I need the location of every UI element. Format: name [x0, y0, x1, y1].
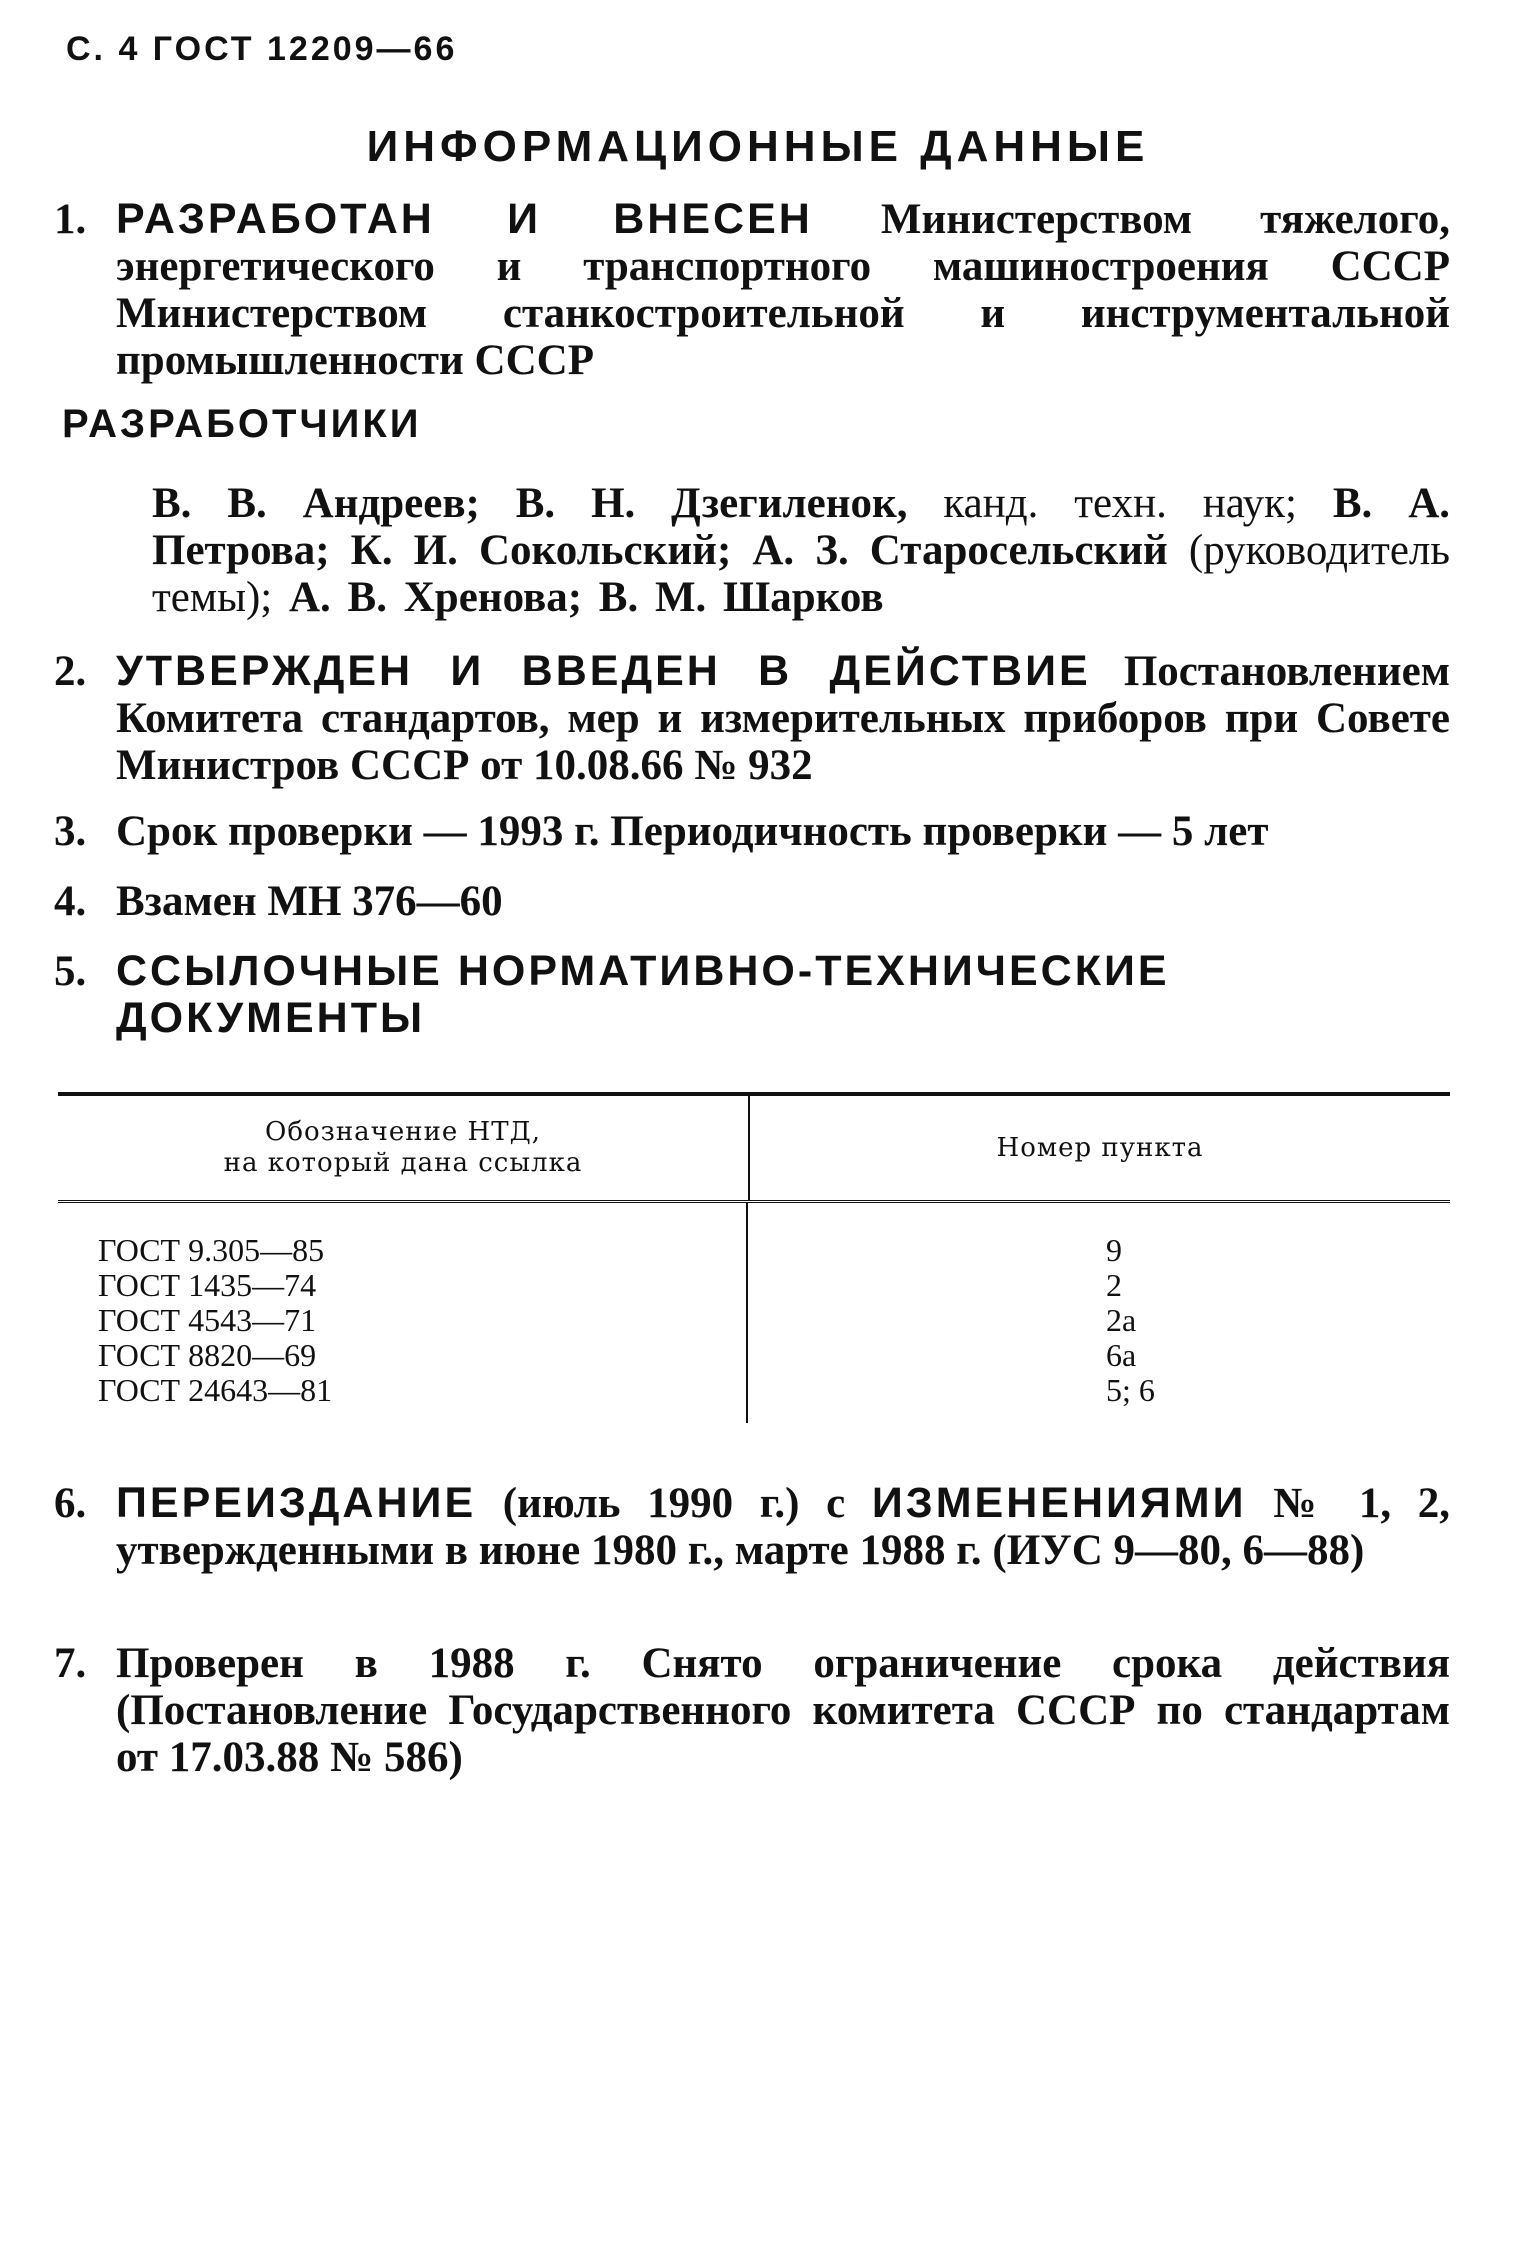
- developers-part: канд. техн. наук;: [907, 480, 1333, 527]
- running-header: С. 4 ГОСТ 12209—66: [66, 30, 458, 68]
- item-number: 7.: [54, 1640, 87, 1687]
- item-3-review-period: [54, 808, 1450, 855]
- item-body: Взамен МН 376—60: [116, 878, 503, 925]
- table-cell-document: ГОСТ 4543—71: [98, 1302, 317, 1338]
- item-6-reissue: [54, 1480, 1450, 1574]
- item-number: 3.: [54, 808, 87, 855]
- header-text: Обозначение НТД,: [265, 1117, 541, 1147]
- item-lead: УТВЕРЖДЕН И ВВЕДЕН В ДЕЙСТВИЕ: [116, 647, 1091, 695]
- item-lead: РАЗРАБОТАН И ВНЕСЕН: [116, 195, 813, 243]
- developers-heading: РАЗРАБОТЧИКИ: [62, 402, 422, 446]
- table-cell-document: ГОСТ 1435—74: [98, 1267, 317, 1303]
- item-number: 5.: [54, 948, 87, 995]
- table-cell-clause: 9: [1106, 1232, 1122, 1268]
- item-lead: ИЗМЕНЕНИЯМИ: [871, 1479, 1247, 1527]
- item-number: 2.: [54, 648, 87, 695]
- developers-list: [152, 480, 1450, 621]
- item-body: [116, 196, 1450, 384]
- header-document-column: [58, 1096, 750, 1200]
- item-lead: ССЫЛОЧНЫЕ НОРМАТИВНО-ТЕХНИЧЕСКИЕ ДОКУМЕНТЫ: [116, 947, 1170, 1042]
- item-1-developed-by: [54, 196, 1450, 384]
- item-text: Постановлением Комитета стандартов, мер и измерительных приборов при Совете Министров СССР от 10.08.66 № 932: [116, 648, 1450, 789]
- table-body: [58, 1203, 1450, 1423]
- developers-part: А. В. Хренова; В. М. Шарков: [289, 574, 884, 621]
- item-body: [116, 1480, 1450, 1574]
- table-cell-clause: 2: [1106, 1267, 1122, 1303]
- item-body: Срок проверки — 1993 г. Периодичность проверки — 5 лет: [116, 808, 1269, 855]
- table-cell-clause: 6а: [1106, 1337, 1137, 1373]
- item-text: Министерством тяжелого, энергетического и транспортного машиностроения СССР Министерством станкостроительной и инструментальной промышленности СССР: [116, 196, 1450, 384]
- clause-column: [748, 1203, 1450, 1423]
- developers-part: В. В. Андреев; В. Н. Дзегиленок,: [152, 480, 908, 527]
- item-text: (июль 1990 г.) с: [476, 1480, 872, 1527]
- table-cell-clause: 2а: [1106, 1302, 1137, 1338]
- item-body: Проверен в 1988 г. Снято ограничение срока действия (Постановление Государственного комитета СССР по стандартам от 17.03.88 № 586): [116, 1640, 1450, 1781]
- item-body: [116, 648, 1450, 789]
- item-2-approved: [54, 648, 1450, 789]
- item-text: № 1, 2, утвержденными в июне 1980 г., марте 1988 г. (ИУС 9—80, 6—88): [116, 1480, 1451, 1574]
- item-number: 6.: [54, 1480, 87, 1527]
- item-7-verified: [54, 1640, 1450, 1781]
- header-text: на который дана ссылка: [223, 1148, 583, 1178]
- document-column: [58, 1203, 748, 1423]
- developers-part: (руководитель темы);: [152, 527, 1450, 621]
- developers-part: В. А. Петрова; К. И. Сокольский; А. З. Старосельский: [152, 480, 1451, 574]
- item-number: 4.: [54, 878, 87, 925]
- table-cell-document: ГОСТ 8820—69: [98, 1337, 317, 1373]
- item-5-references: [54, 948, 1450, 1042]
- table-cell-clause: 5; 6: [1106, 1372, 1155, 1408]
- reference-table: [58, 1092, 1450, 1423]
- document-title: ИНФОРМАЦИОННЫЕ ДАННЫЕ: [366, 122, 1150, 171]
- table-header-row: [58, 1096, 1450, 1203]
- item-4-replaces: [54, 878, 1450, 925]
- table-cell-document: ГОСТ 9.305—85: [98, 1232, 325, 1268]
- header-clause-column: Номер пункта: [996, 1133, 1204, 1163]
- item-number: 1.: [54, 196, 87, 243]
- table-cell-document: ГОСТ 24643—81: [98, 1372, 333, 1408]
- item-lead: ПЕРЕИЗДАНИЕ: [116, 1479, 477, 1527]
